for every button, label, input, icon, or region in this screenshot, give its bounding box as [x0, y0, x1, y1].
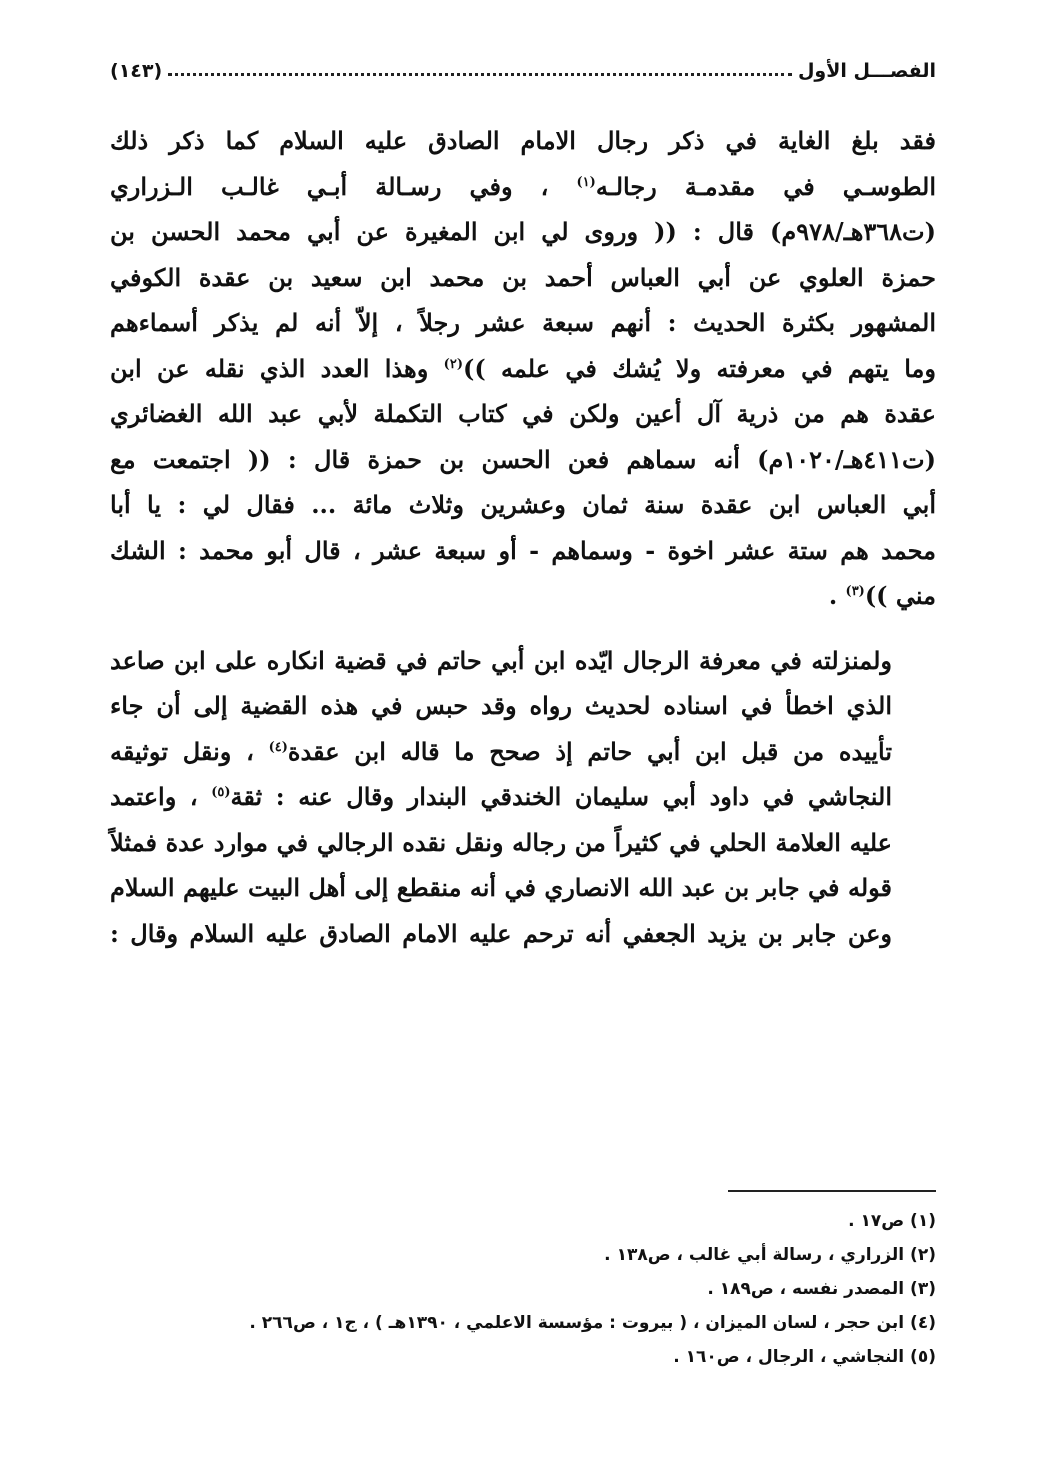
text-line: عقدة هم من ذرية آل أعين ولكن في كتاب التكملة لأبي عبد الله الغضائري: [110, 399, 936, 428]
text-line: المشهور بكثرة الحديث : أنهم سبعة عشر رجلاً ، إلاّ أنه لم يذكر أسماءهم: [110, 308, 936, 337]
footnote: (٢) الزراري ، رسالة أبي غالب ، ص١٣٨ .: [604, 1245, 936, 1265]
running-header: [110, 42, 936, 82]
text-segment: النجاشي في داود أبي سليمان الخندقي البندار وقال عنه : ثقة: [230, 782, 892, 811]
chapter-title: الفصـــل الأول: [797, 60, 936, 82]
text-segment: ، وفي رسـالة أبـي غالـب الـزراري: [110, 171, 549, 201]
text-line: (ت٤١١هـ/١٠٢٠م) أنه سماهم فعن الحسن بن حمزة قال : (( اجتمعت مع: [110, 444, 936, 474]
footnotes: [110, 1204, 936, 1374]
text-line: قوله في جابر بن عبد الله الانصاري في أنه منقطع إلى أهل البيت عليهم السلام: [110, 873, 893, 902]
header-leader-dots: [168, 73, 792, 76]
text-segment: ، ونقل توثيقه: [110, 736, 254, 766]
text-segment: .: [828, 581, 846, 610]
text-segment: وما يتهم في معرفته ولا يُشك في علمه )): [462, 353, 936, 383]
footnote: (٥) النجاشي ، الرجال ، ص١٦٠ .: [673, 1347, 936, 1367]
text-segment: تأييده من قبل ابن أبي حاتم إذ صحح ما قاله ابن عقدة: [287, 736, 892, 766]
text-segment: مني )): [864, 581, 936, 610]
paragraph-1: [110, 118, 936, 619]
text-line: فقد بلغ الغاية في ذكر رجال الامام الصادق عليه السلام كما ذكر ذلك: [110, 126, 936, 155]
text-segment: وهذا العدد الذي نقله عن ابن: [110, 353, 429, 383]
text-segment: الطوسـي في مقدمـة رجالـه: [595, 171, 937, 201]
footnote-ref: (٥): [211, 785, 231, 800]
footnote-ref: (٢): [443, 356, 463, 372]
text-line: [110, 774, 936, 820]
footnote-ref: (٣): [845, 584, 865, 599]
footnote-ref: (١): [576, 174, 596, 190]
footnote: (٣) المصدر نفسه ، ص١٨٩ .: [707, 1279, 936, 1299]
text-line: وعن جابر بن يزيد الجعفي أنه ترحم عليه الامام الصادق عليه السلام وقال :: [110, 918, 892, 948]
footnote: (٤) ابن حجر ، لسان الميزان ، ( بيروت : مؤسسة الاعلمي ، ١٣٩٠هـ ) ، ج١ ، ص٢٦٦ .: [249, 1313, 936, 1333]
text-line: (ت٣٦٨هـ/٩٧٨م) قال : (( وروى لي ابن المغيرة عن أبي محمد الحسن بن: [110, 217, 936, 246]
page-number: (١٤٣): [110, 60, 163, 82]
paragraph-2: [110, 638, 936, 957]
text-line: أبي العباس ابن عقدة سنة ثمان وعشرين وثلاث مائة ... فقال لي : يا أبا: [110, 490, 936, 519]
text-line: عليه العلامة الحلي في كثيراً من رجاله ونقل نقده الرجالي في موارد عدة فمثلاً: [110, 827, 892, 857]
text-line: [110, 729, 936, 775]
text-line: [110, 346, 936, 392]
text-line: ولمنزلته في معرفة الرجال ايّده ابن أبي حاتم في قضية انكاره على ابن صاعد: [110, 645, 892, 675]
text-line: حمزة العلوي عن أبي العباس أحمد بن محمد ابن سعيد بن عقدة الكوفي: [110, 262, 936, 292]
footnote-separator: [728, 1190, 936, 1192]
footnote: (١) ص١٧ .: [848, 1211, 936, 1231]
text-line: محمد هم ستة عشر اخوة - وسماهم - أو سبعة عشر ، قال أبو محمد : الشك: [110, 535, 936, 565]
main-text: [110, 118, 936, 956]
footnote-ref: (٤): [268, 739, 288, 755]
text-segment: ، واعتمد: [110, 782, 198, 811]
text-line: الذي اخطأ في اسناده لحديث رواه وقد حبس في هذه القضية إلى أن جاء: [110, 691, 892, 720]
document-page: [110, 0, 936, 1480]
text-line: [110, 164, 936, 210]
text-line: [110, 573, 936, 619]
